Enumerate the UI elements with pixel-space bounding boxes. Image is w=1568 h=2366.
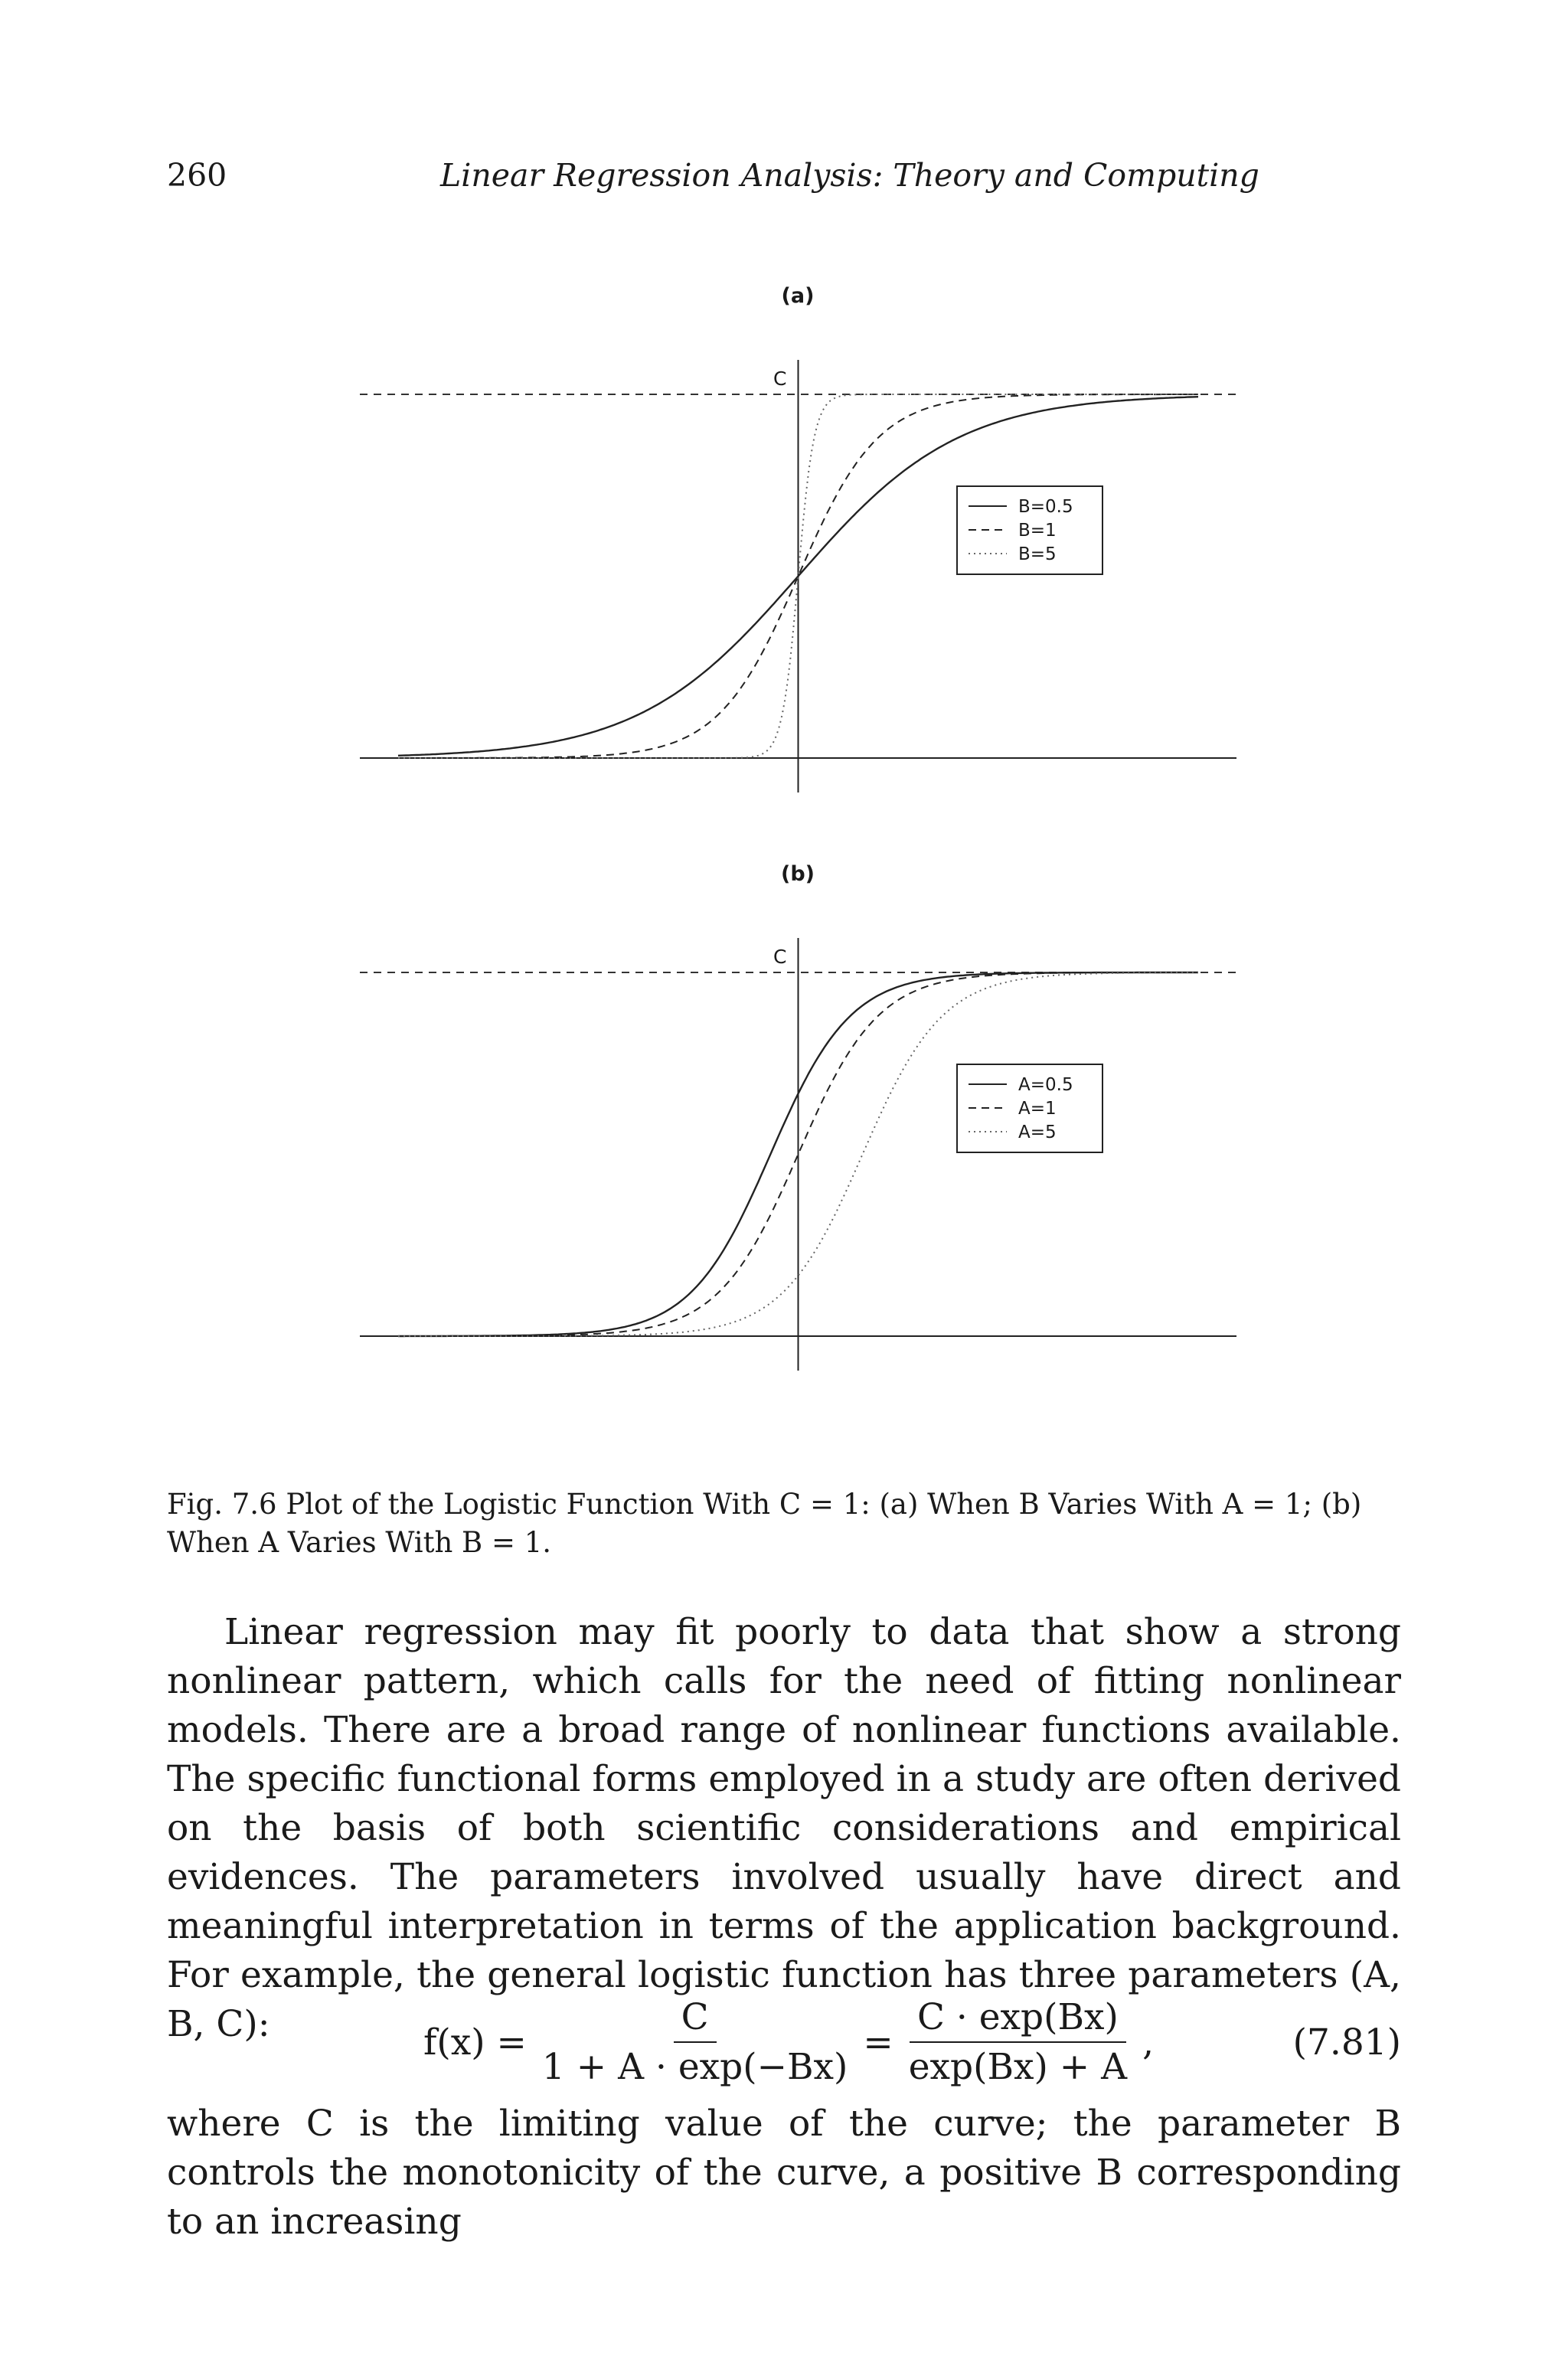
legend-label-a-5: A=5 xyxy=(1018,1123,1057,1142)
figure-caption: Fig. 7.6 Plot of the Logistic Function With C = 1: (a) When B Varies With A = 1; (b) When A Varies With B = 1. xyxy=(167,1488,1362,1559)
equation-7-81 xyxy=(167,1992,1401,2092)
chart-title-b: (b) xyxy=(780,862,815,886)
equation-fraction-2 xyxy=(901,1996,1135,2088)
body-paragraph-2: where C is the limiting value of the curve; the parameter B controls the monotonicity of the curve, a positive B corresponding to an increasing xyxy=(167,2103,1401,2243)
chart-a-svg xyxy=(337,268,1256,804)
figure-panel-a xyxy=(337,268,1256,804)
equation-body xyxy=(423,1992,1154,2092)
chart-b-svg xyxy=(337,846,1256,1382)
legend-label-b-0-5: B=0.5 xyxy=(1018,497,1073,517)
running-head: Linear Regression Analysis: Theory and Computing xyxy=(440,157,1259,194)
legend-label-b-1: B=1 xyxy=(1018,521,1057,541)
c-annotation-a: C xyxy=(773,368,787,390)
equation-lhs: f(x) = xyxy=(423,2021,527,2064)
figure-panel-b xyxy=(337,846,1256,1382)
page-number: 260 xyxy=(167,157,227,194)
equation-fraction-1 xyxy=(534,1996,855,2088)
body-paragraph-1: Linear regression may fit poorly to data that show a strong nonlinear pattern, which calls for the need of fitting nonlinear models. There are a broad range of nonlinear functions available. The specific functional forms employed in a study are often derived on the basis of both scientific considerations and empirical evidences. The parameters involved usually have direct and meaningful interpretation in terms of the application background. For example, the general logistic function has three parameters (A, B, C): xyxy=(167,1611,1401,2045)
fraction-2-numerator: C · exp(Bx) xyxy=(910,1996,1126,2043)
fraction-1-denominator: 1 + A · exp(−Bx) xyxy=(541,2046,848,2088)
legend-label-a-0-5: A=0.5 xyxy=(1018,1075,1073,1095)
fraction-1-numerator: C xyxy=(674,1996,717,2043)
legend-label-b-5: B=5 xyxy=(1018,544,1057,564)
equation-equals: = xyxy=(863,2021,893,2064)
equation-number: (7.81) xyxy=(1292,2021,1401,2064)
chart-title-a: (a) xyxy=(781,284,815,308)
equation-trailing-comma: , xyxy=(1142,2021,1155,2064)
c-annotation-b: C xyxy=(773,946,787,968)
fraction-2-denominator: exp(Bx) + A xyxy=(908,2046,1128,2088)
legend-label-a-1: A=1 xyxy=(1018,1099,1057,1119)
